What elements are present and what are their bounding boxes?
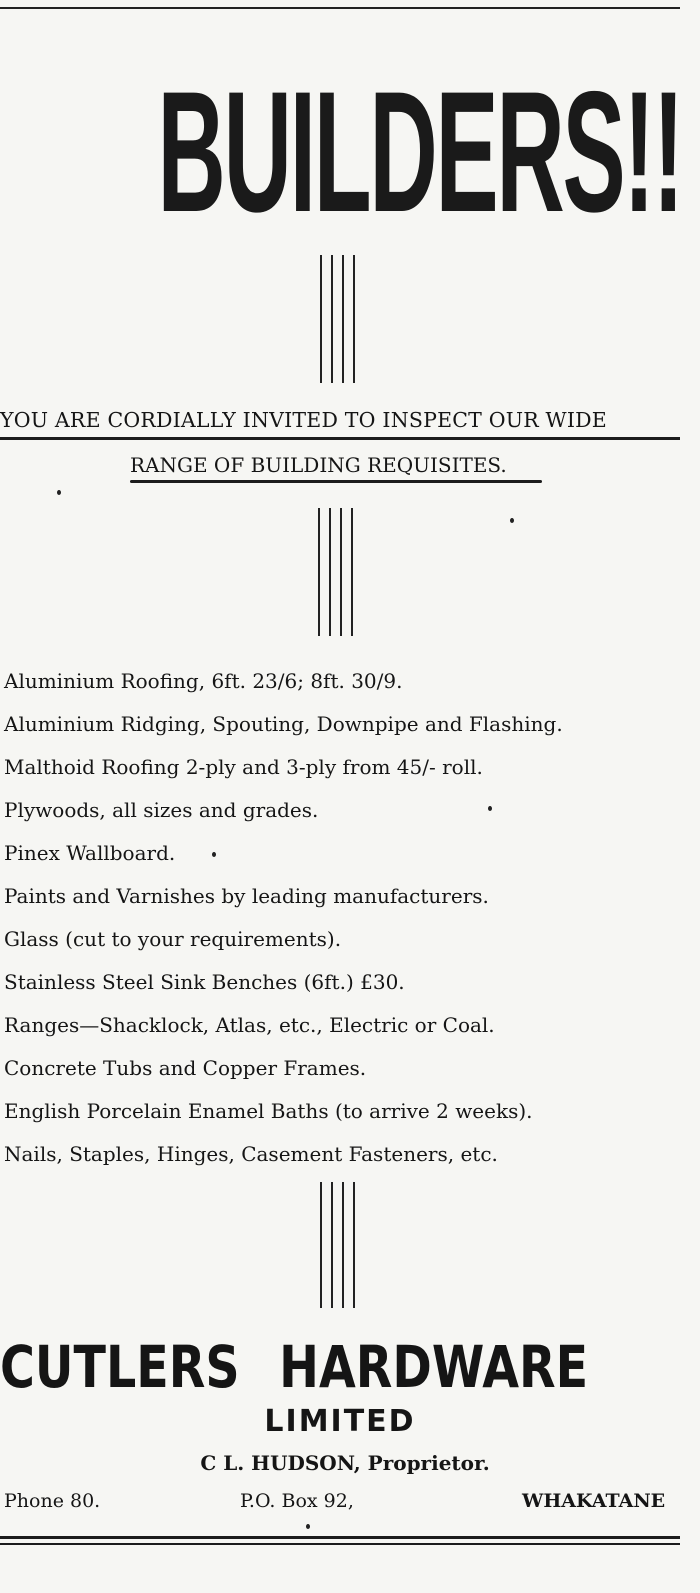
invitation-line-1: YOU ARE CORDIALLY INVITED TO INSPECT OUR WIDE	[0, 408, 607, 432]
company-name: CUTLERS HARDWARE	[0, 1333, 589, 1401]
vertical-rules-ornament	[320, 255, 355, 383]
town-name: WHAKATANE	[522, 1490, 666, 1512]
vertical-rules-ornament	[320, 1182, 355, 1308]
invitation-underline	[0, 437, 680, 440]
list-item: English Porcelain Enamel Baths (to arrive 2 weeks).	[4, 1099, 533, 1123]
list-item: Concrete Tubs and Copper Frames.	[4, 1056, 367, 1080]
bottom-border	[0, 1543, 680, 1545]
invitation-line-2: RANGE OF BUILDING REQUISITES.	[130, 453, 507, 477]
print-speck	[212, 852, 216, 857]
company-suffix: LIMITED	[264, 1404, 416, 1439]
proprietor: C L. HUDSON, Proprietor.	[200, 1451, 490, 1475]
bottom-border	[0, 1536, 680, 1539]
print-speck	[488, 806, 492, 811]
list-item: Ranges—Shacklock, Atlas, etc., Electric or Coal.	[4, 1013, 495, 1037]
list-item: Paints and Varnishes by leading manufacturers.	[4, 884, 489, 908]
list-item: Stainless Steel Sink Benches (6ft.) £30.	[4, 970, 405, 994]
list-item: Glass (cut to your requirements).	[4, 927, 342, 951]
top-border	[0, 0, 680, 9]
list-item: Pinex Wallboard.	[4, 841, 176, 865]
print-speck	[306, 1524, 310, 1529]
product-list	[4, 660, 563, 1176]
po-box: P.O. Box 92,	[240, 1490, 354, 1512]
range-underline	[130, 480, 542, 483]
list-item: Malthoid Roofing 2-ply and 3-ply from 45/- roll.	[4, 755, 483, 779]
vertical-rules-ornament	[318, 508, 353, 636]
list-item: Nails, Staples, Hinges, Casement Fasteners, etc.	[4, 1142, 498, 1166]
phone-number: Phone 80.	[4, 1490, 101, 1512]
print-speck	[57, 490, 61, 495]
list-item: Aluminium Ridging, Spouting, Downpipe and Flashing.	[4, 712, 563, 736]
print-speck	[510, 518, 514, 523]
list-item: Aluminium Roofing, 6ft. 23/6; 8ft. 30/9.	[4, 669, 403, 693]
list-item: Plywoods, all sizes and grades.	[4, 798, 319, 822]
headline: BUILDERS!!	[157, 56, 683, 248]
